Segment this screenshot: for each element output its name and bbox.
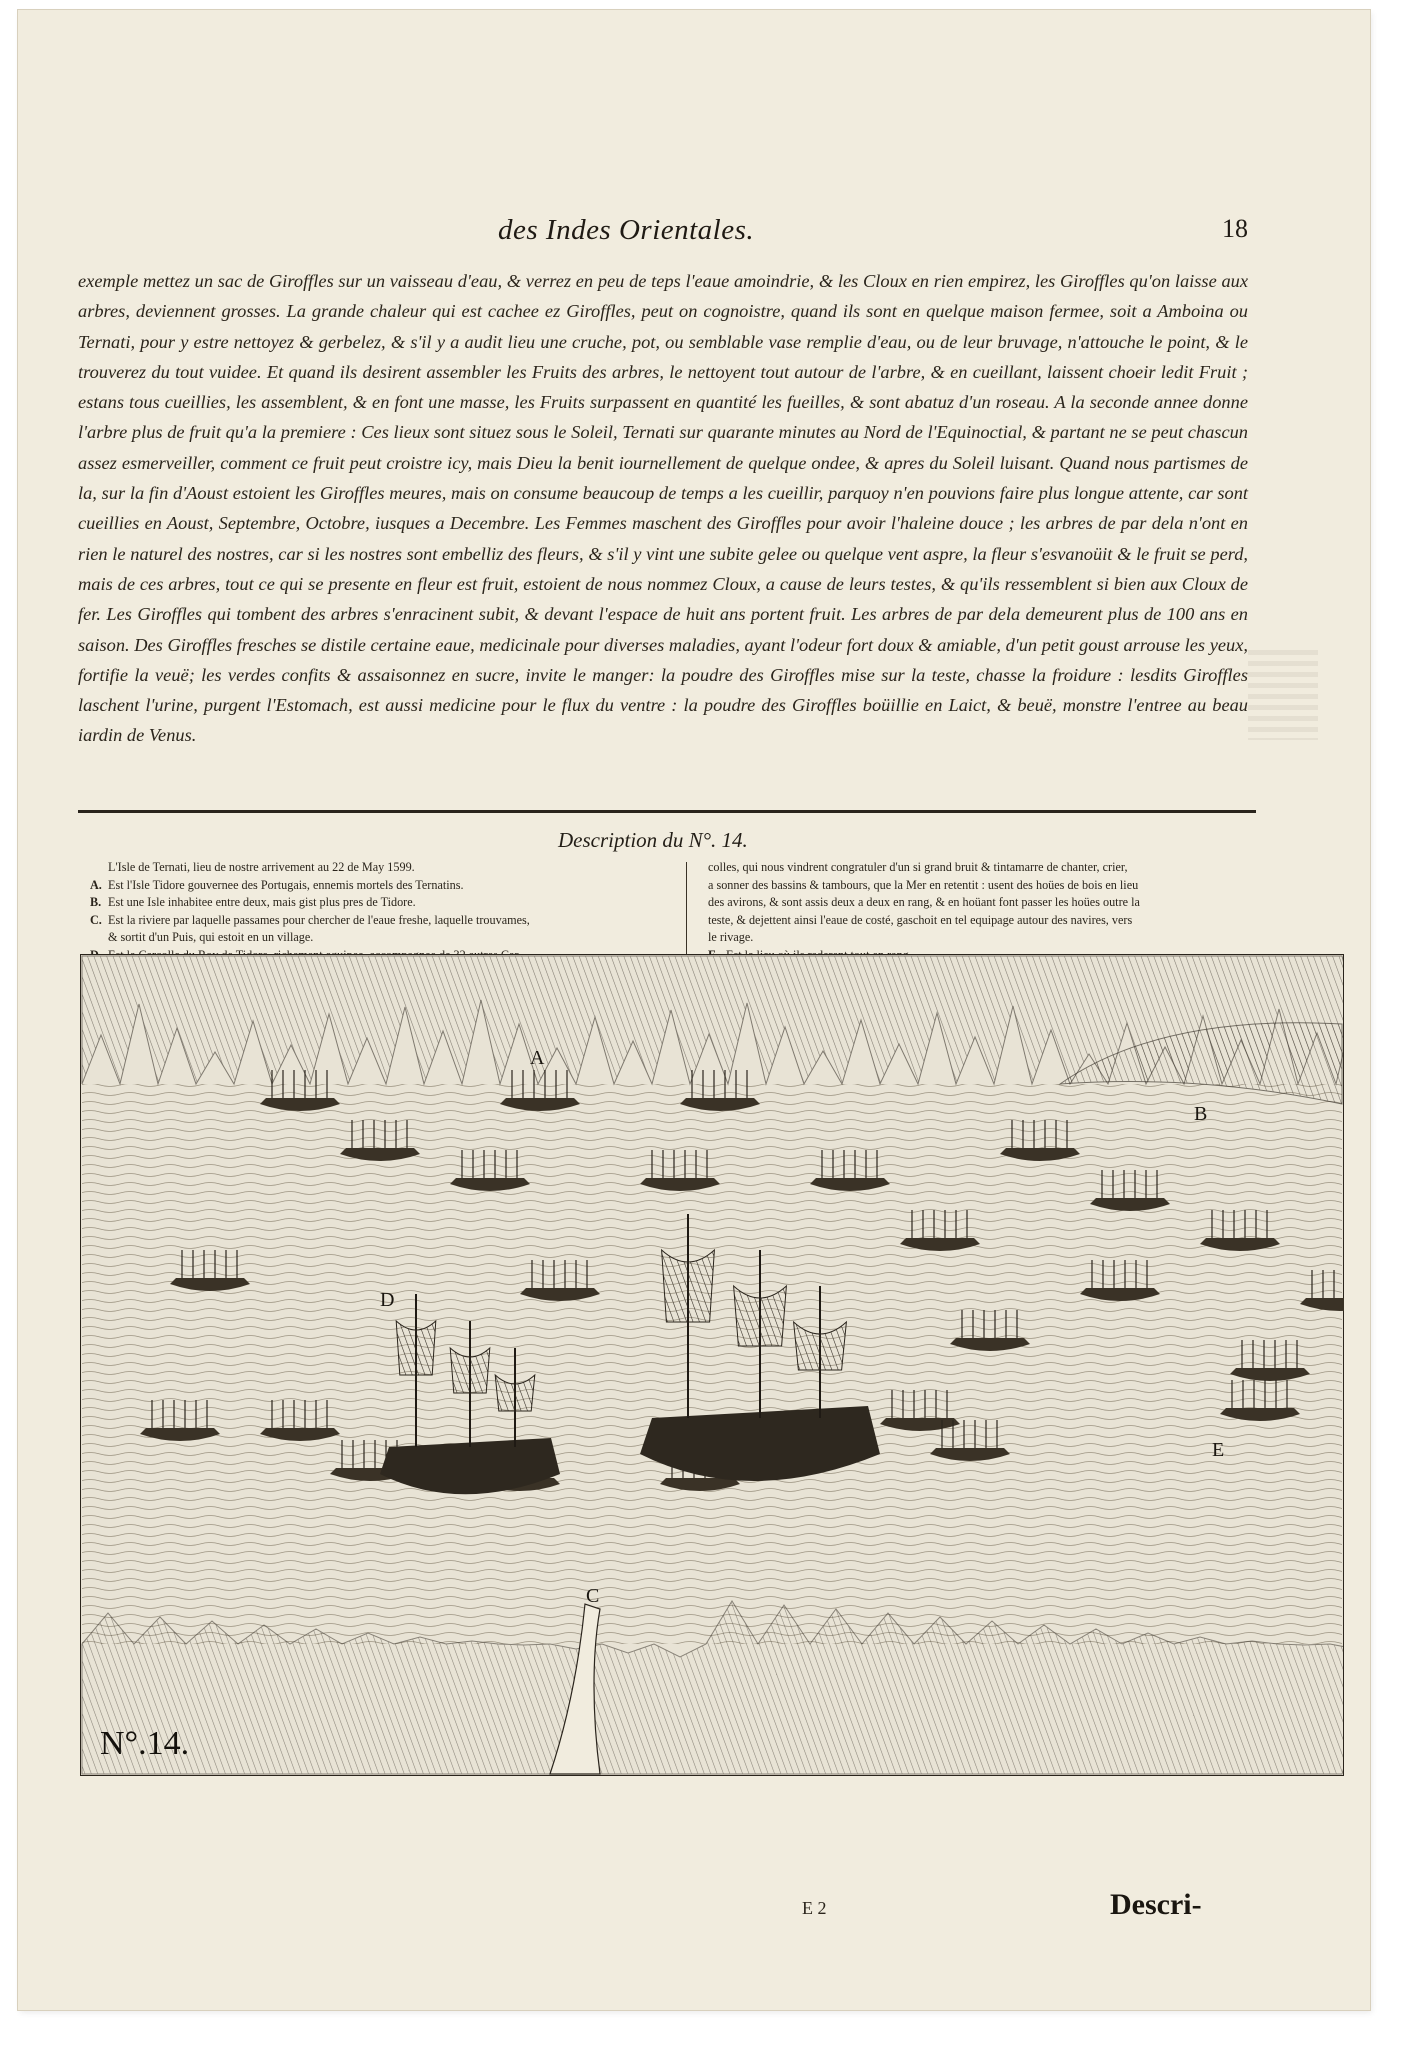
running-head: des Indes Orientales. xyxy=(498,214,755,246)
plate-label-b: B xyxy=(1194,1103,1208,1125)
legend-key: A. xyxy=(90,877,102,892)
sea-surface xyxy=(82,1084,1342,1644)
legend-left-column xyxy=(90,859,675,964)
legend-line: des avirons, & sont assis deux a deux en rang, & en hoüant font passer les hoües outre la xyxy=(708,895,1140,909)
ink-offset-mark xyxy=(1248,650,1318,740)
legend-line: le rivage. xyxy=(708,930,754,944)
paper-sheet xyxy=(18,10,1370,2010)
plate-label-a: A xyxy=(530,1047,545,1069)
legend-right-column xyxy=(708,859,1280,964)
page-number: 18 xyxy=(1222,214,1248,243)
catchword: Descri- xyxy=(1110,1888,1202,1921)
caption-title: Description du N°. 14. xyxy=(558,828,748,852)
legend-column-divider xyxy=(686,862,687,958)
legend-key: C. xyxy=(90,912,102,927)
section-rule xyxy=(78,810,1256,813)
legend-text: Est l'Isle Tidore gouvernee des Portugais, ennemis mortels des Ternatins. xyxy=(108,877,464,892)
legend-intro: L'Isle de Ternati, lieu de nostre arrivement au 22 de May 1599. xyxy=(108,860,415,874)
legend-entry-c xyxy=(90,912,675,947)
page-header xyxy=(78,210,1248,254)
engraved-plate xyxy=(80,954,1344,1776)
legend-text-continued: & sortit d'un Puis, qui estoit en un village. xyxy=(108,930,314,944)
legend-line: colles, qui nous vindrent congratuler d'un si grand bruit & tintamarre de chanter, crier, xyxy=(708,860,1128,874)
plate-label-d: D xyxy=(380,1289,395,1311)
legend-key: B. xyxy=(90,895,102,909)
signature-mark: E 2 xyxy=(802,1898,827,1918)
legend-text: Est une Isle inhabitee entre deux, mais gist plus pres de Tidore. xyxy=(108,895,416,909)
plate-number-label: N°.14. xyxy=(100,1725,190,1762)
plate-label-e: E xyxy=(1212,1439,1225,1461)
body-paragraph: exemple mettez un sac de Giroffles sur un vaisseau d'eau, & verrez en peu de teps l'eaue amoindrie, & les Cloux en rien empirez, les Giroffles qu'on laisse aux arbres, deviennent grosses. La grande chaleur qui est cachee ez Giroffles, peut on cognoistre, quand ils sont en quelque maison fermee, soit a Amboina ou Ternati, pour y estre nettoyez & gerbelez, & s'il y a audit lieu une cruche, pot, ou semblable vase remplie d'eau, ou de leur bruvage, n'attouche le point, & le trouverez du tout vuidee. Et quand ils desirent assembler les Fruits des arbres, le nettoyent tout autour de l'arbre, & en cueillant, laissent choeir ledit Fruit ; estans tous cueillies, les assemblent, & en font une masse, les Fruits surpassent en quantité les fueilles, & sont abatuz d'un roseau. A la seconde annee donne l'arbre plus de fruit qu'a la premiere : Ces lieux sont situez sous le Soleil, Ternati sur quarante minutes au Nord de l'Equinoctial, & partant ne se peut chascun assez esmerveiller, comment ce fruit peut croistre icy, mais Dieu la benit iournellement de quelque ondee, & apres du Soleil luisant. Quand nous partismes de la, sur la fin d'Aoust estoient les Giroffles meures, mais on consume beaucoup de temps a les cueillir, parquoy n'en pouvions faire plus longue attente, car sont cueillies en Aoust, Septembre, Octobre, iusques a Decembre. Les Femmes maschent des Giroffles pour avoir l'haleine douce ; les arbres de par dela n'ont en rien le naturel des nostres, car si les nostres sont embelliz des fleurs, & s'il y vint une subite gelee ou quelque vent aspre, la fleur s'esvanoüit & le fruit se perd, mais de ces arbres, tout ce qui se presente en fleur est fruit, estoient de nous nommez Cloux, a cause de leurs testes, & qu'ils ressemblent si bien aux Cloux de fer. Les Giroffles qui tombent des arbres s'enracinent subit, & devant l'espace de huit ans portent fruit. Les arbres de par dela demeurent plus de 100 ans en saison. Des Giroffles fresches se distile certaine eaue, medicinale pour diverses maladies, ayant l'odeur fort doux & amiable, d'un petit goust arrouse les yeux, fortifie la veuë; les verdes confits & assaisonnez en sucre, invite le manger: la poudre des Giroffles mise sur la teste, chasse la froidure : lesdits Giroffles laschent l'urine, purgent l'Estomach, est aussi medicine pour le flux du ventre : la poudre des Giroffles boüillie en Laict, & beuë, monstre l'entree au beau iardin de Venus. xyxy=(78,271,1248,746)
legend-entry-b xyxy=(90,894,675,912)
plate-label-c: C xyxy=(586,1585,600,1607)
legend-line: a sonner des bassins & tambours, que la Mer en retentit : usent des hoües de bois en lieu xyxy=(708,877,1139,892)
legend-text: Est la riviere par laquelle passames pour chercher de l'eaue freshe, laquelle trouvames, xyxy=(108,912,530,927)
plate-illustration xyxy=(80,954,1344,1776)
legend-entry-a xyxy=(90,877,675,895)
legend-line: teste, & dejettent ainsi l'eaue de costé, gaschoit en tel equipage autour des navires, vers xyxy=(708,912,1133,927)
